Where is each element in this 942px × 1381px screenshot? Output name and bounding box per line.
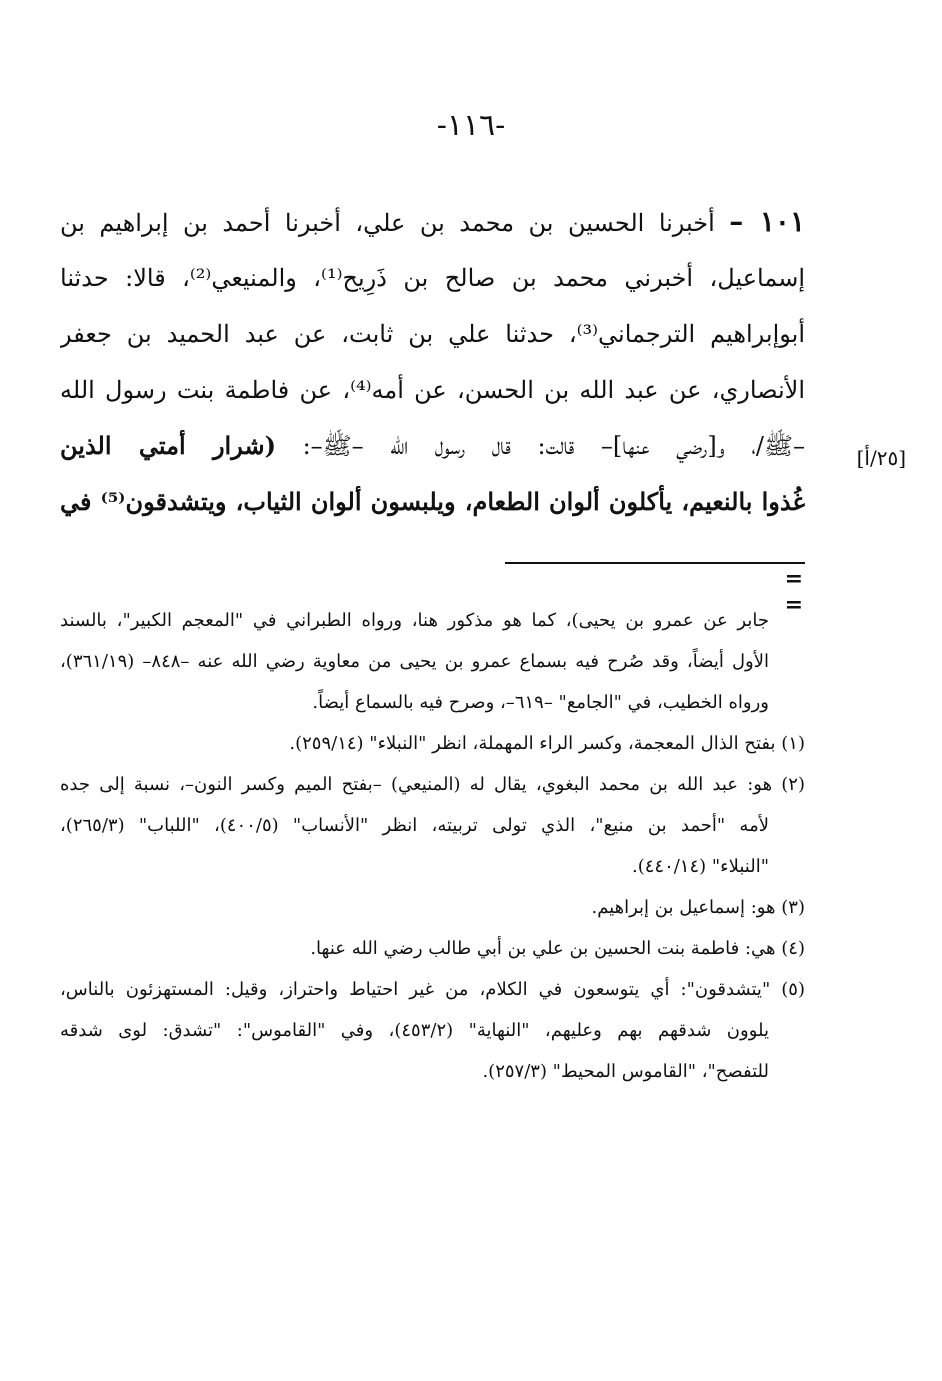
footnote-2-line: لأمه "أحمد بن منيع"، الذي تولى تربيته، انظر "الأنساب" (٤٠٠/٥)، "اللباب" (٢٦٥/٣)، bbox=[60, 815, 769, 836]
hadith-line-5-text: –ﷺ/، و[رضي عنها]– قالت: قال رسول الله –ﷺ–: bbox=[302, 432, 805, 460]
manuscript-folio-ref: [٢٥/أ] bbox=[856, 446, 906, 470]
footnote-1: (١) بفتح الذال المعجمة، وكسر الراء المهملة، انظر "النبلاء" (٢٥٩/١٤). bbox=[289, 733, 805, 754]
footnote-continuation-line: ورواه الخطيب، في "الجامع" –٦١٩–، وصرح فيه بالسماع أيضاً. bbox=[312, 692, 769, 713]
footnote-5: (٥) "يتشدقون": أي يتوسعون في الكلام، من غير احتياط واحتراز، وقيل: المستهزئون بالناس، bbox=[60, 979, 805, 1000]
footnote-continuation-line: جابر عن عمرو بن يحيى)، كما هو مذكور هنا، ورواه الطبراني في "المعجم الكبير"، بالسند bbox=[60, 610, 769, 631]
footnote-continuation-line: الأول أيضاً، وقد صُرح فيه بسماع عمرو بن يحيى من معاوية رضي الله عنه –٨٤٨– (٣٦١/١٩)، bbox=[60, 651, 770, 672]
hadith-text bbox=[60, 194, 805, 530]
hadith-line-3: أبوإبراهيم الترجماني⁽³⁾، حدثنا علي بن ثابت، عن عبد الحميد بن جعفر bbox=[60, 320, 805, 348]
footnote-2: (٢) هو: عبد الله بن محمد البغوي، يقال له (المنيعي) –بفتح الميم وكسر النون–، نسبة إلى جده bbox=[60, 774, 805, 795]
footnote-divider bbox=[505, 562, 805, 564]
footnote-3: (٣) هو: إسماعيل بن إبراهيم. bbox=[591, 897, 805, 918]
footnote-2-line: "النبلاء" (٤٤٠/١٤). bbox=[631, 856, 769, 877]
hadith-line-1 bbox=[60, 194, 805, 250]
footnote-5-line: للتفصح"، "القاموس المحيط" (٢٥٧/٣). bbox=[482, 1061, 769, 1082]
page-number: -١١٦- bbox=[436, 108, 506, 143]
hadith-line-6: غُذوا بالنعيم، يأكلون ألوان الطعام، ويلبسون ألوان الثياب، ويتشدقون⁽⁵⁾ في bbox=[60, 487, 805, 516]
footnote-4: (٤) هي: فاطمة بنت الحسين بن علي بن أبي طالب رضي الله عنها. bbox=[310, 938, 805, 959]
footnotes bbox=[60, 600, 805, 1092]
hadith-line-2: إسماعيل، أخبرني محمد بن صالح بن ذَرِيح⁽¹⁾، والمنيعي⁽²⁾، قالا: حدثنا bbox=[60, 264, 805, 292]
continuation-mark: = = bbox=[784, 566, 805, 618]
footnote-5-line: يلوون شدقهم بهم وعليهم، "النهاية" (٤٥٣/٢)، وفي "القاموس": "تشدق: لوى شدقه bbox=[60, 1020, 769, 1041]
hadith-number: ١٠١ – bbox=[729, 205, 805, 238]
hadith-quote-start: (شرار أمتي الذين bbox=[60, 431, 276, 460]
hadith-line-4: الأنصاري، عن عبد الله بن الحسن، عن أمه⁽⁴⁾، عن فاطمة بنت رسول الله bbox=[60, 376, 805, 404]
hadith-line-1-text: أخبرنا الحسين بن محمد بن علي، أخبرنا أحمد بن إبراهيم بن bbox=[60, 209, 715, 237]
hadith-line-5 bbox=[60, 418, 805, 474]
